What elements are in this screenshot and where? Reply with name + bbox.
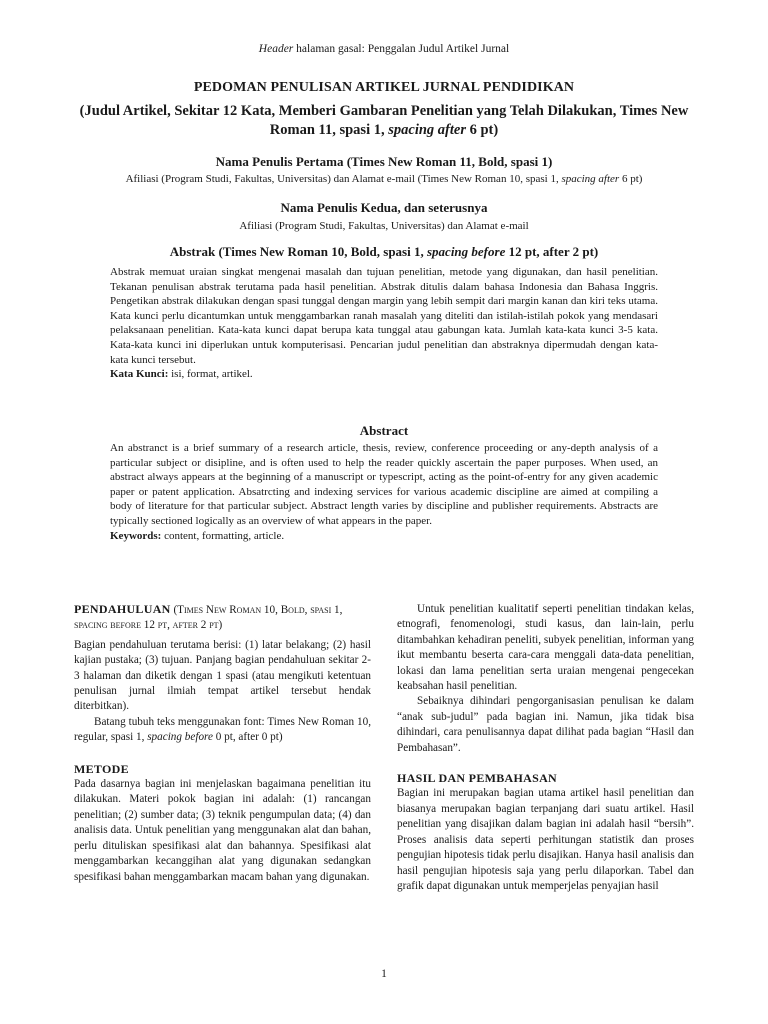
title-block bbox=[66, 80, 702, 260]
subtitle-italic: spacing after bbox=[388, 122, 466, 138]
abstrak-keywords-label: Kata Kunci: bbox=[110, 368, 169, 381]
running-header bbox=[0, 43, 768, 55]
subtitle-text-b: 6 pt) bbox=[465, 122, 499, 138]
metode-paragraph: Pada dasarnya bagian ini menjelaskan bagaimana penelitian itu dilakukan. Materi pokok bagian ini adalah: (1) rancangan penelitian; (2) sumber data; (3) teknik pengumpulan data; (4) dan analisis data. Untuk penelitian yang menggunakan alat dan bahan, perlu dituliskan spesifikasi alat dan bahannya. Spesifikasi alat menggambarkan kecanggihan alat yang digunakan sedangkan spesifikasi bahan menggambarkan macam bahan yang digunakan. bbox=[74, 778, 371, 883]
p2-italic: spacing before bbox=[147, 731, 213, 744]
abstract-heading-wrap bbox=[0, 423, 768, 439]
abstract-section bbox=[110, 441, 658, 543]
right-paragraph-2: Sebaiknya dihindari pengorganisasian penulisan ke dalam “anak sub-judul” pada bagian ini. Namun, jika tidak bisa dihindari, cara penulisannya dapat dilihat pada bagian “Hasil dan Pembahasan”. bbox=[397, 695, 694, 754]
article-title: PEDOMAN PENULISAN ARTIKEL JURNAL PENDIDIKAN bbox=[193, 80, 575, 95]
abstrak-head-a: Abstrak (Times New Roman 10, Bold, spasi 1, bbox=[169, 244, 427, 259]
metode-heading: METODE bbox=[74, 761, 129, 776]
right-column bbox=[397, 602, 694, 894]
abstrak-head-italic: spacing before bbox=[426, 244, 506, 259]
affil1-text-a: Afiliasi (Program Studi, Fakultas, Universitas) dan Alamat e-mail (Times New Roman 10, spasi 1, bbox=[125, 173, 562, 185]
abstrak-head-b: 12 pt, after 2 pt) bbox=[505, 244, 599, 259]
pendahuluan-paragraph-1: Bagian pendahuluan terutama berisi: (1) latar belakang; (2) hasil kajian pustaka; (3) tujuan. Panjang bagian pendahuluan sekitar 2-3 halaman dan diketik dengan 1 spasi (atau mengikuti ketentuan penulisan jurnal ilmiah tempat artikel tersebut hendak diterbitkan). bbox=[74, 638, 371, 713]
header-italic-label: Header bbox=[258, 43, 294, 55]
abstrak-section bbox=[110, 265, 658, 382]
abstract-body: An abstranct is a brief summary of a research article, thesis, review, conference proceeding or any-depth analysis of a particular subject or disipline, and is often used to help the reader quickly ascertain the paper purposes. When used, an abstract always appears at the beginning of a manuscript or typescript, acting as the point-of-entry for any given academic paper or patent application. Absatrcting and indexing services for various academic discipline are aimed at compiling a body of literature for that particular subject. Abstract length varies by discipline and publisher requirements. Abstracts are typically sectioned logically as an overview of what appears in the paper. bbox=[110, 442, 658, 527]
pendahuluan-title: PENDAHULUAN bbox=[74, 602, 171, 616]
right-paragraph-1: Untuk penelitian kualitatif seperti penelitian tindakan kelas, etnografi, fenomenologi, studi kasus, dan lain-lain, perlu ditambahkan kehadiran peneliti, subyek penelitian, informan yang ikut membantu beserta cara-cara menggali data-data penelitian, lokasi dan lama penelitian serta uraian mengenai pengecekan keabsahan hasil penelitian. bbox=[397, 603, 694, 693]
header-text: halaman gasal: Penggalan Judul Artikel Jurnal bbox=[296, 43, 510, 55]
abstrak-keywords-value: isi, format, artikel. bbox=[168, 368, 253, 381]
abstrak-body: Abstrak memuat uraian singkat mengenai masalah dan tujuan penelitian, metode yang digunakan, dan hasil penelitian. Tekanan penulisan abstrak terutama pada hasil penelitian. Abstrak ditulis dalam bahasa Indonesia dan Bahasa Inggris. Pengetikan abstrak dilakukan dengan spasi tunggal dengan margin yang lebih sempit dari margin kanan dan kiri teks utama. Kata kunci perlu dicantumkan untuk menggambarkan ranah masalah yang diteliti dan istilah-istilah pokok yang mendasari pelaksanaan penelitian. Kata-kata kunci dapat berupa kata tunggal atau gabungan kata. Jumlah kata-kata kunci 3-5 kata. Kata-kata kunci ini diperlukan untuk komputerisasi. Pencarian judul penelitian dan abstraknya dipermudah dengan kata-kata kunci tersebut. bbox=[110, 266, 658, 366]
pendahuluan-heading bbox=[74, 602, 371, 634]
affil1-italic: spacing after bbox=[561, 173, 620, 185]
article-subtitle bbox=[66, 102, 702, 140]
hasil-heading: HASIL DAN PEMBAHASAN bbox=[397, 771, 558, 786]
affil1-text-b: 6 pt) bbox=[619, 173, 643, 185]
abstract-keywords-label: Keywords: bbox=[110, 529, 162, 542]
subtitle-text-a: (Judul Artikel, Sekitar 12 Kata, Memberi Gambaran Penelitian yang Telah Dilakukan, Times New Roman 11, spasi 1, bbox=[79, 103, 689, 138]
pendahuluan-paragraph-2 bbox=[74, 715, 371, 746]
author1-affiliation bbox=[66, 173, 702, 185]
abstract-heading: Abstract bbox=[359, 423, 409, 438]
abstrak-heading bbox=[66, 244, 702, 260]
author1-name: Nama Penulis Pertama (Times New Roman 11, Bold, spasi 1) bbox=[215, 154, 553, 169]
author2-name: Nama Penulis Kedua, dan seterusnya bbox=[280, 200, 488, 215]
hasil-paragraph: Bagian ini merupakan bagian utama artikel hasil penelitian dan biasanya merupakan bagian terpanjang dari suatu artikel. Hasil penelitian yang disajikan dalam bagian ini adalah hasil “bersih”. Proses analisis data seperti perhitungan statistik dan proses pengujian hipotesis tidak perlu disajikan. Hanya hasil analisis dan hasil pengujian hipotesis saja yang perlu dilaporkan. Tabel dan grafik dapat digunakan untuk memperjelas penyajian hasil bbox=[397, 787, 694, 892]
p2-text-b: 0 pt, after 0 pt) bbox=[212, 731, 283, 744]
abstrak-keywords bbox=[110, 367, 658, 382]
left-column bbox=[74, 602, 371, 885]
p2-text-a: Batang tubuh teks menggunakan font: Times New Roman 10, regular, spasi 1, bbox=[74, 715, 371, 744]
abstract-keywords bbox=[110, 529, 658, 544]
author2-affiliation: Afiliasi (Program Studi, Fakultas, Universitas) dan Alamat e-mail bbox=[239, 220, 529, 232]
abstract-keywords-value: content, formatting, article. bbox=[161, 529, 285, 542]
page-number: 1 bbox=[381, 968, 387, 980]
pendahuluan-note: (Times New Roman 10, Bold, spasi 1, spacing before 12 pt, after 2 pt) bbox=[74, 604, 343, 632]
